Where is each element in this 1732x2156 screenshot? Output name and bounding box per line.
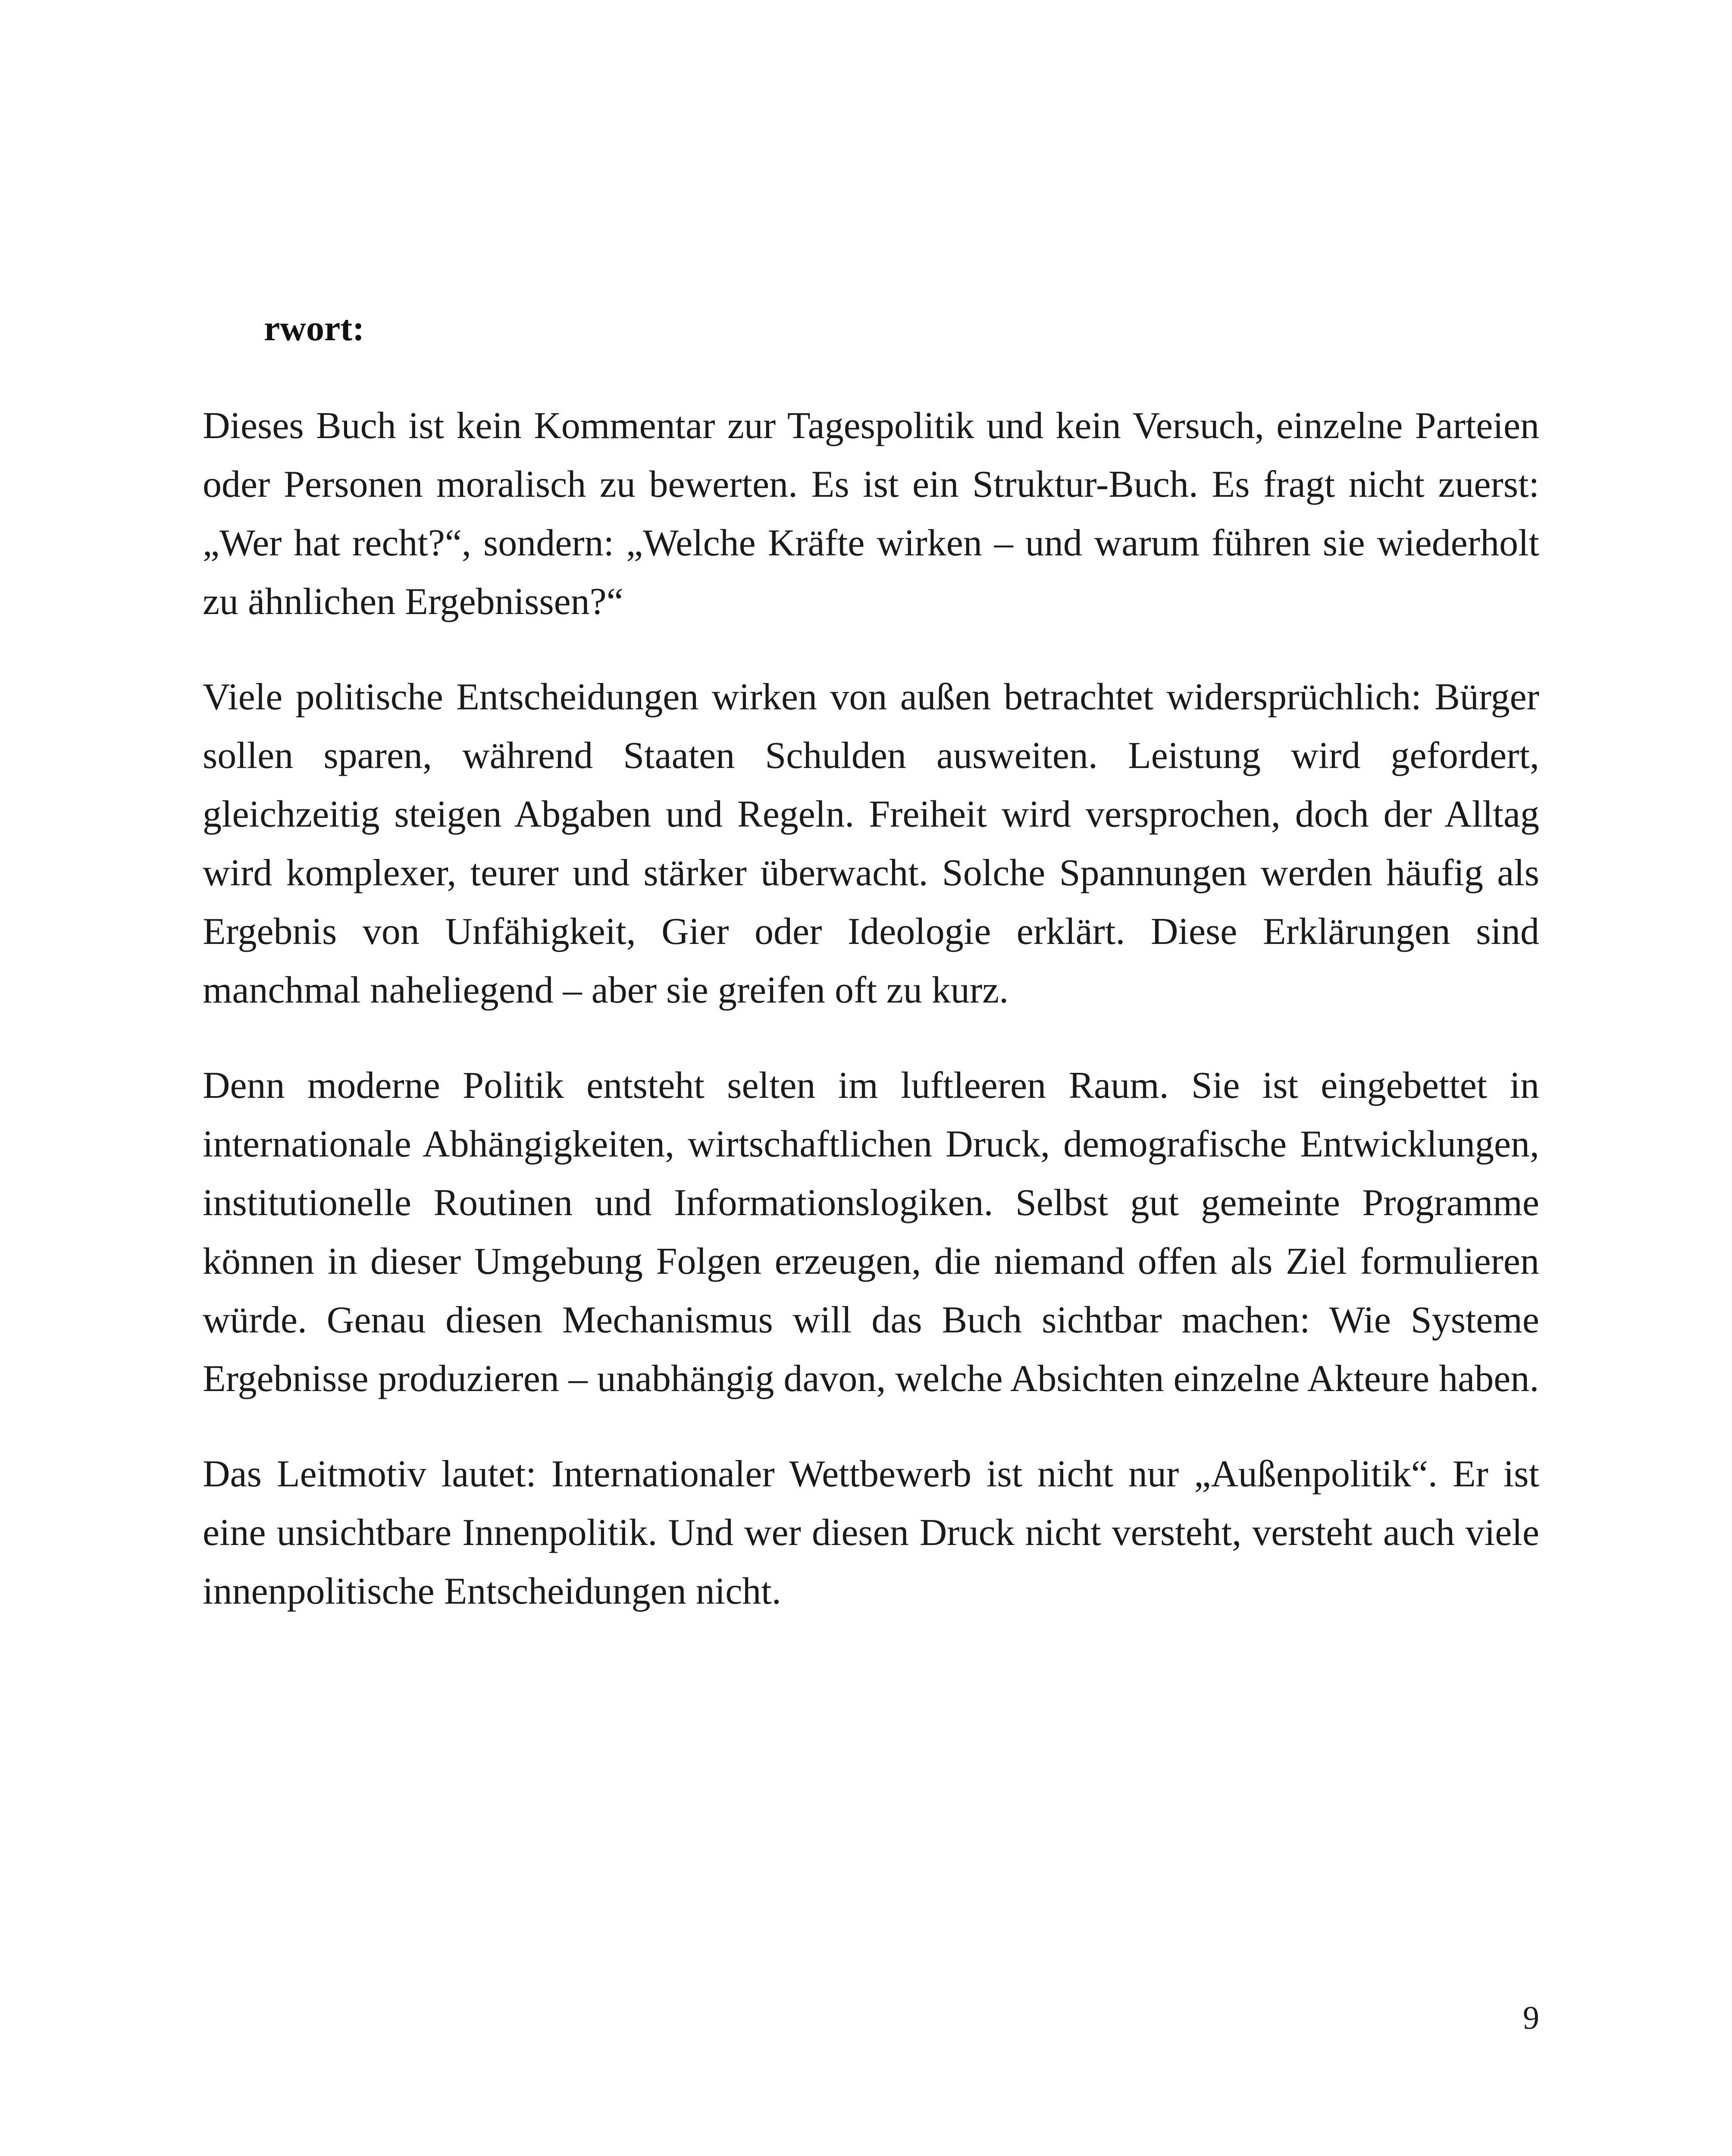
body-text <box>203 397 1539 1658</box>
page-number: 9 <box>1523 2000 1539 2036</box>
paragraph: Viele politische Entscheidungen wirken von außen betrachtet widersprüchlich: Bürger sollen sparen, während Staaten Schulden ausweiten. Leistung wird gefordert, gleichzeitig steigen Abgaben und Regeln. Freiheit wird versprochen, doch der Alltag wird komplexer, teurer und stärker überwacht. Solche Spannungen werden häufig als Ergebnis von Unfähigkeit, Gier oder Ideologie erklärt. Diese Erklärungen sind manchmal naheliegend – aber sie greifen oft zu kurz. <box>203 676 1539 1011</box>
paragraph: Denn moderne Politik entsteht selten im luftleeren Raum. Sie ist eingebettet in internationale Abhängigkeiten, wirtschaftlichen Druck, demografische Entwicklungen, institutionelle Routinen und Informationslogiken. Selbst gut gemeinte Programme können in dieser Umgebung Folgen erzeugen, die niemand offen als Ziel formulieren würde. Genau diesen Mechanismus will das Buch sichtbar machen: Wie Systeme Ergebnisse produzieren – unabhängig davon, welche Absichten einzelne Akteure haben. <box>203 1065 1539 1400</box>
paragraph: Dieses Buch ist kein Kommentar zur Tagespolitik und kein Versuch, einzelne Parteien oder Personen moralisch zu bewerten. Es ist ein Struktur-Buch. Es fragt nicht zuerst: „Wer hat recht?“, sondern: „Welche Kräfte wirken – und warum führen sie wiederholt zu ähnlichen Ergebnissen?“ <box>203 405 1539 623</box>
section-heading: rwort: <box>264 308 365 348</box>
paragraph: Das Leitmotiv lautet: Internationaler Wettbewerb ist nicht nur „Außenpolitik“. Er ist eine unsichtbare Innenpolitik. Und wer diesen Druck nicht versteht, versteht auch viele innenpolitische Entscheidungen nicht. <box>203 1453 1539 1612</box>
